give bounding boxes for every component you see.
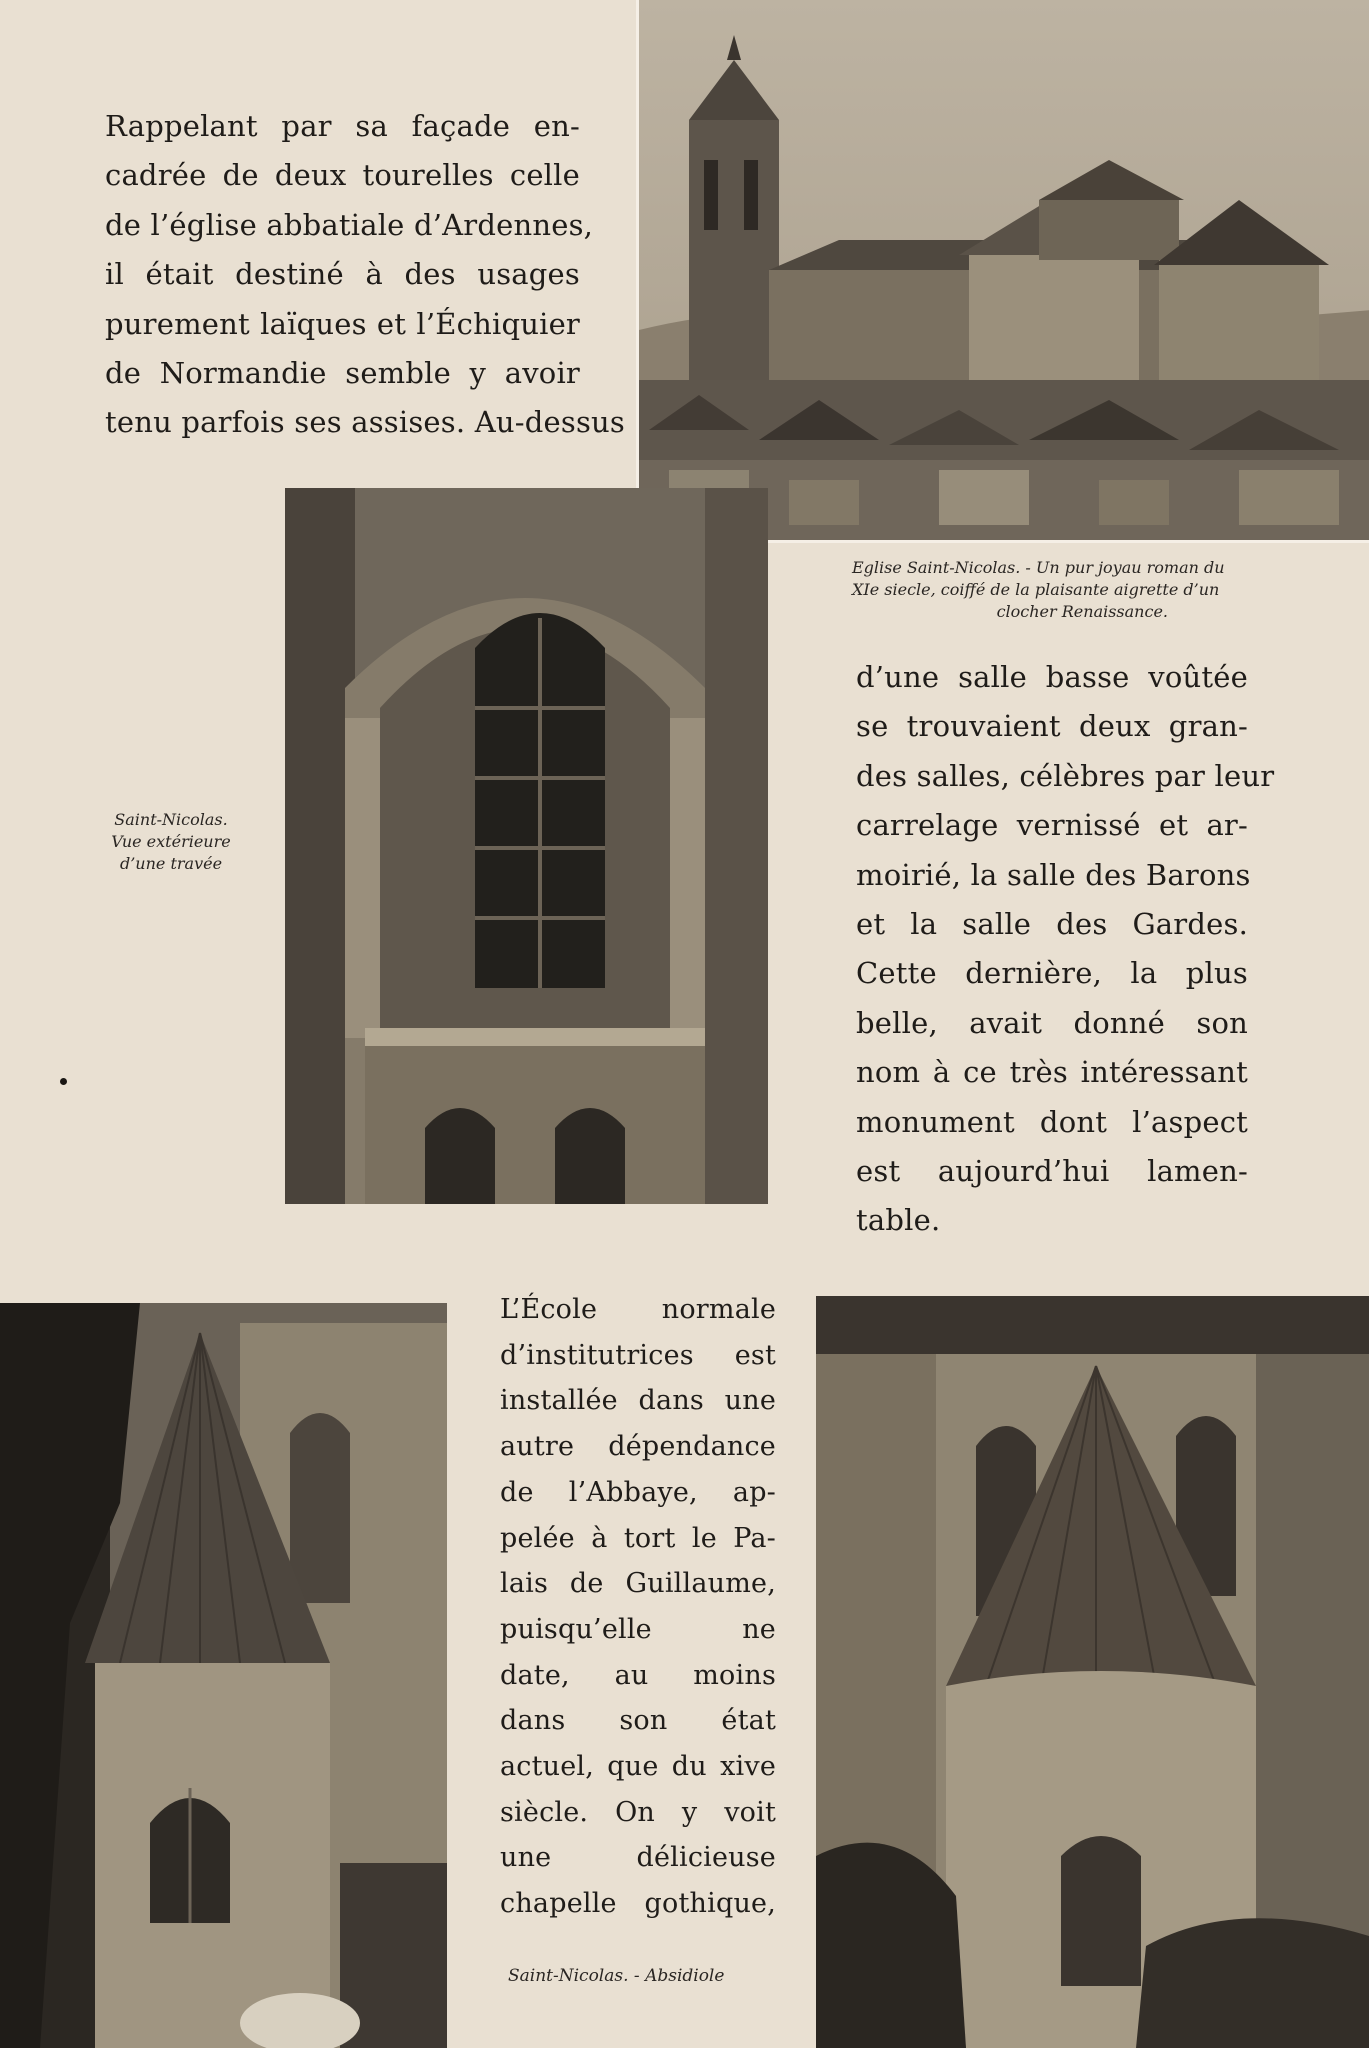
text-line: siècle. On y voit bbox=[500, 1796, 776, 1828]
window-bay-photo bbox=[285, 488, 768, 1204]
text-line: et la salle des Gardes. bbox=[856, 907, 1248, 942]
corner-turret-photo bbox=[0, 1303, 447, 2048]
caption-line: Saint-Nicolas. bbox=[114, 810, 228, 829]
text-line: belle, avait donné son bbox=[856, 1005, 1248, 1040]
text-line: une délicieuse bbox=[500, 1842, 776, 1874]
text-line: date, au moins bbox=[500, 1659, 776, 1691]
text-line: d’institutrices est bbox=[500, 1339, 776, 1371]
apse-photo bbox=[816, 1296, 1369, 2048]
caption-line: d’une travée bbox=[119, 854, 223, 873]
caption-line: clocher Renaissance. bbox=[996, 602, 1168, 621]
window-bay-caption bbox=[78, 809, 264, 875]
text-line: carrelage vernissé et ar- bbox=[856, 808, 1248, 843]
text-line: cadrée de deux tourelles celle bbox=[105, 158, 580, 193]
text-line: de l’Abbaye, ap- bbox=[500, 1476, 776, 1508]
text-line: L’École normale bbox=[500, 1294, 776, 1325]
church-photo-caption bbox=[852, 557, 1318, 623]
lower-paragraph bbox=[500, 1287, 776, 1927]
text-line: il était destiné à des usages bbox=[105, 257, 580, 292]
text-line: table. bbox=[856, 1203, 941, 1238]
text-line: des salles, célèbres par leur bbox=[856, 758, 1275, 793]
text-line: Cette dernière, la plus bbox=[856, 956, 1248, 991]
text-line: se trouvaient deux gran- bbox=[856, 709, 1248, 744]
text-line: tenu parfois ses assises. Au-dessus bbox=[105, 405, 625, 440]
text-line: actuel, que du xive bbox=[500, 1751, 776, 1783]
text-line: chapelle gothique, bbox=[500, 1888, 776, 1920]
text-line: monument dont l’aspect bbox=[856, 1104, 1248, 1139]
caption-line: Vue extérieure bbox=[111, 832, 231, 851]
middle-paragraph bbox=[856, 653, 1275, 1246]
text-line: installée dans une bbox=[500, 1385, 776, 1417]
text-line: de l’église abbatiale d’Ardennes, bbox=[105, 207, 594, 242]
intro-paragraph bbox=[105, 102, 625, 448]
text-line: de Normandie semble y avoir bbox=[105, 356, 580, 391]
church-panorama-photo bbox=[636, 0, 1369, 543]
stray-ink-dot bbox=[60, 1078, 67, 1085]
caption-line: Eglise Saint-Nicolas. - Un pur joyau roman du bbox=[852, 558, 1225, 577]
text-line: d’une salle basse voûtée bbox=[856, 660, 1248, 694]
text-line: nom à ce très intéressant bbox=[856, 1055, 1248, 1090]
text-line: moirié, la salle des Barons bbox=[856, 857, 1251, 892]
text-line: pelée à tort le Pa- bbox=[500, 1522, 776, 1554]
text-line: lais de Guillaume, bbox=[500, 1568, 776, 1600]
caption-line: XIe siecle, coiffé de la plaisante aigrette d’un bbox=[852, 580, 1220, 599]
apse-caption: Saint-Nicolas. - Absidiole bbox=[508, 1966, 725, 1986]
text-line: Rappelant par sa façade en- bbox=[105, 109, 580, 143]
text-line: dans son état bbox=[500, 1705, 776, 1737]
text-line: puisqu’elle ne bbox=[500, 1613, 776, 1645]
text-line: purement laïques et l’Échiquier bbox=[105, 306, 580, 341]
text-line: est aujourd’hui lamen- bbox=[856, 1154, 1248, 1189]
text-line: autre dépendance bbox=[500, 1431, 776, 1463]
